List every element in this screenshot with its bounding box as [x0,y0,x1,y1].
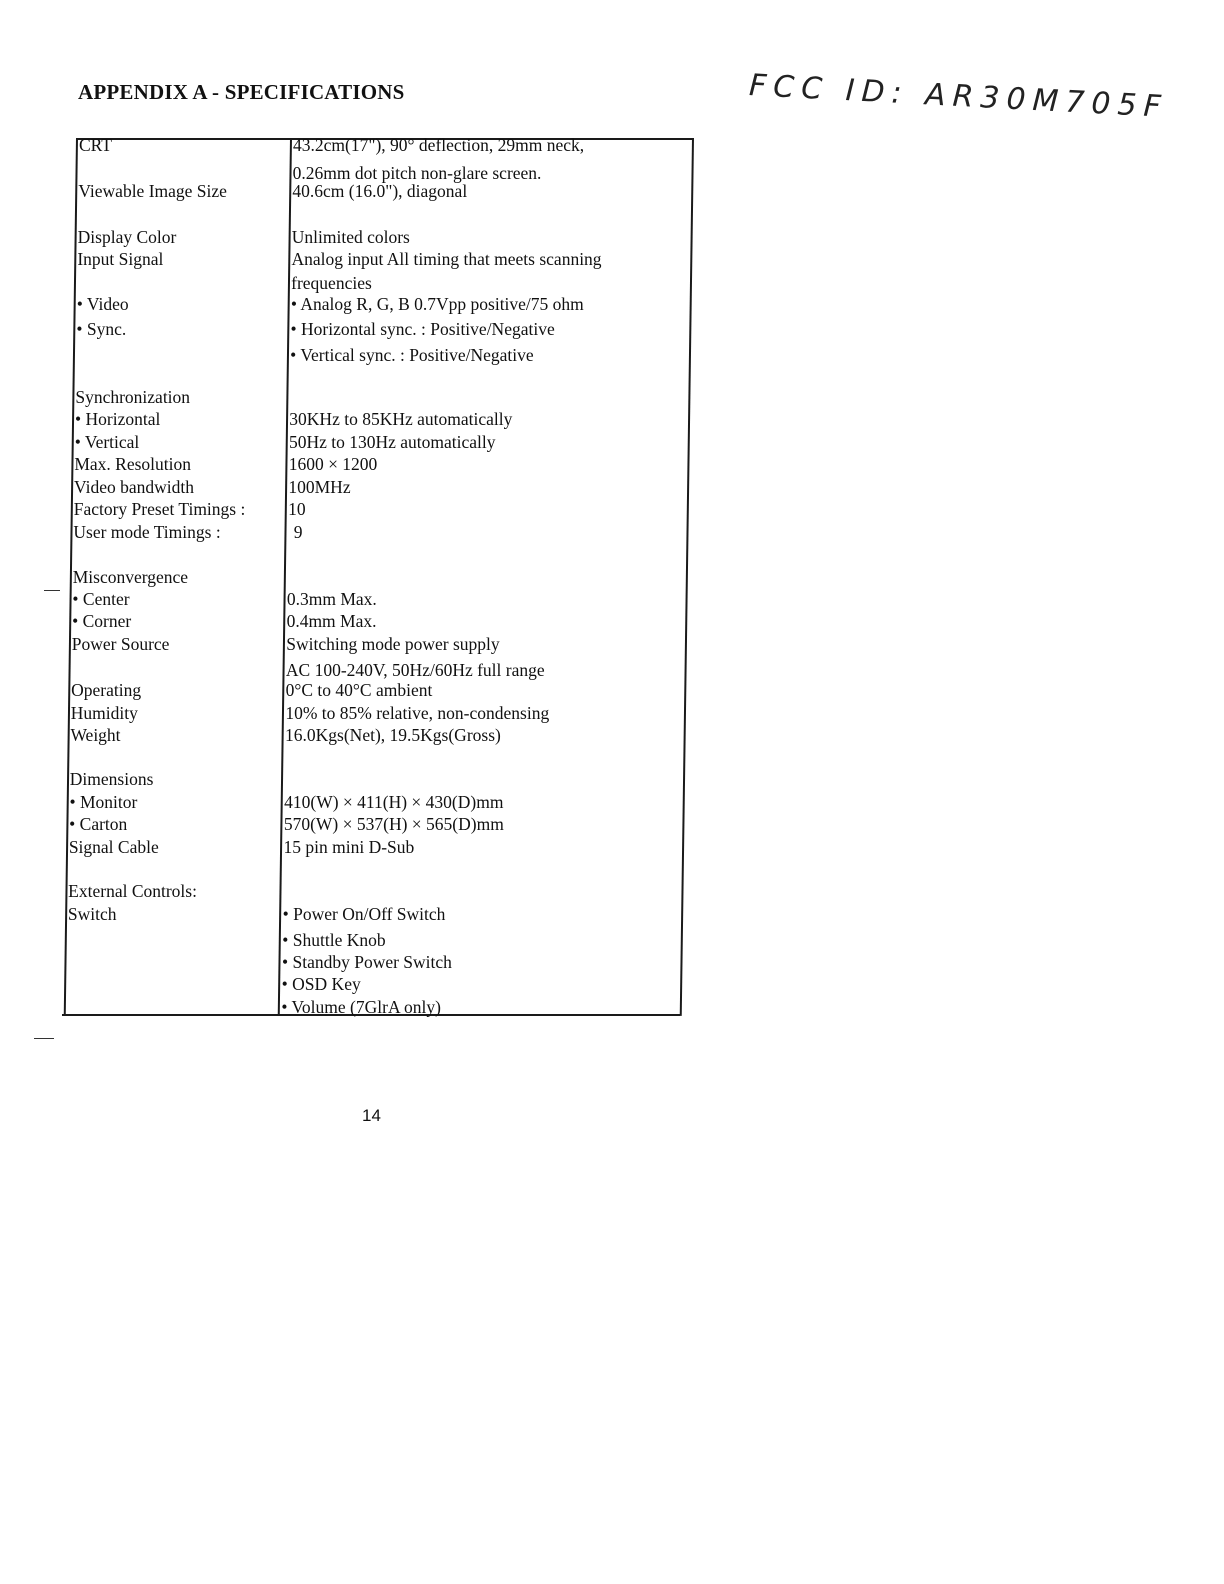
spec-label: • Monitor [69,792,138,812]
spec-value: 100MHz [288,477,351,497]
spec-label: Weight [70,725,121,745]
spec-label: Signal Cable [68,837,159,857]
spec-label: • Vertical [74,432,140,452]
spec-value: Unlimited colors [291,227,410,247]
spec-label: Max. Resolution [74,454,192,474]
spec-value: Analog input All timing that meets scanning [291,249,602,269]
spec-label: • Video [76,294,129,314]
spec-value: • Power On/Off Switch [282,904,446,924]
spec-label: • Center [72,589,130,609]
spec-value: • Standby Power Switch [281,952,452,972]
spec-label: Humidity [70,703,138,723]
spec-value: 0°C to 40°C ambient [285,680,433,700]
spec-label: Switch [67,904,117,924]
spec-label: Misconvergence [72,567,189,587]
spec-label: CRT [79,135,112,155]
spec-label: Synchronization [75,387,191,407]
spec-label: Dimensions [69,769,154,789]
spec-value: • Analog R, G, B 0.7Vpp positive/75 ohm [290,294,584,314]
spec-value: 15 pin mini D-Sub [283,837,415,857]
spec-value: 9 [293,522,303,542]
spec-value: 43.2cm(17"), 90° deflection, 29mm neck, [293,135,585,155]
spec-value: frequencies [291,273,372,293]
spec-value: 0.4mm Max. [286,611,377,631]
spec-value: • Vertical sync. : Positive/Negative [290,345,534,365]
spec-value: 0.26mm dot pitch non-glare screen. [292,163,542,183]
spec-value: 40.6cm (16.0"), diagonal [292,181,468,201]
spec-value: 16.0Kgs(Net), 19.5Kgs(Gross) [285,725,501,745]
spec-label: User mode Timings : [73,522,221,542]
spec-label: Video bandwidth [74,477,195,497]
spec-label: Display Color [77,227,177,247]
spec-label: • Carton [69,814,128,834]
page-title: APPENDIX A - SPECIFICATIONS [78,80,405,104]
spec-label: • Horizontal [75,409,161,429]
spec-value: 30KHz to 85KHz automatically [289,409,513,429]
spec-label: Operating [71,680,142,700]
scan-mark [44,590,60,591]
spec-value: 570(W) × 537(H) × 565(D)mm [283,814,504,834]
spec-label: • Corner [72,611,132,631]
spec-value: 10% to 85% relative, non-condensing [285,703,550,723]
spec-label: Factory Preset Timings : [73,499,246,519]
spec-label: Viewable Image Size [78,181,227,201]
table-column-divider [278,138,292,1016]
spec-value: 10 [288,499,306,519]
spec-value: AC 100-240V, 50Hz/60Hz full range [285,660,545,680]
spec-label: Input Signal [77,249,164,269]
spec-label: • Sync. [76,319,127,339]
scan-mark [34,1038,54,1039]
spec-value: 0.3mm Max. [286,589,377,609]
spec-value: • Horizontal sync. : Positive/Negative [290,319,555,339]
spec-value: • OSD Key [281,974,361,994]
fcc-id-handwritten: FCC ID: AR30M705F [748,68,1169,125]
spec-label: Power Source [71,634,170,654]
spec-value: • Shuttle Knob [282,930,386,950]
spec-value: 410(W) × 411(H) × 430(D)mm [284,792,504,812]
spec-value: 1600 × 1200 [288,454,378,474]
table-right-border [680,138,694,1016]
spec-value: 50Hz to 130Hz automatically [288,432,496,452]
spec-label: External Controls: [68,881,197,901]
spec-value: Switching mode power supply [286,634,500,654]
spec-value: • Volume (7GlrA only) [281,997,441,1017]
page-number: 14 [362,1106,381,1125]
